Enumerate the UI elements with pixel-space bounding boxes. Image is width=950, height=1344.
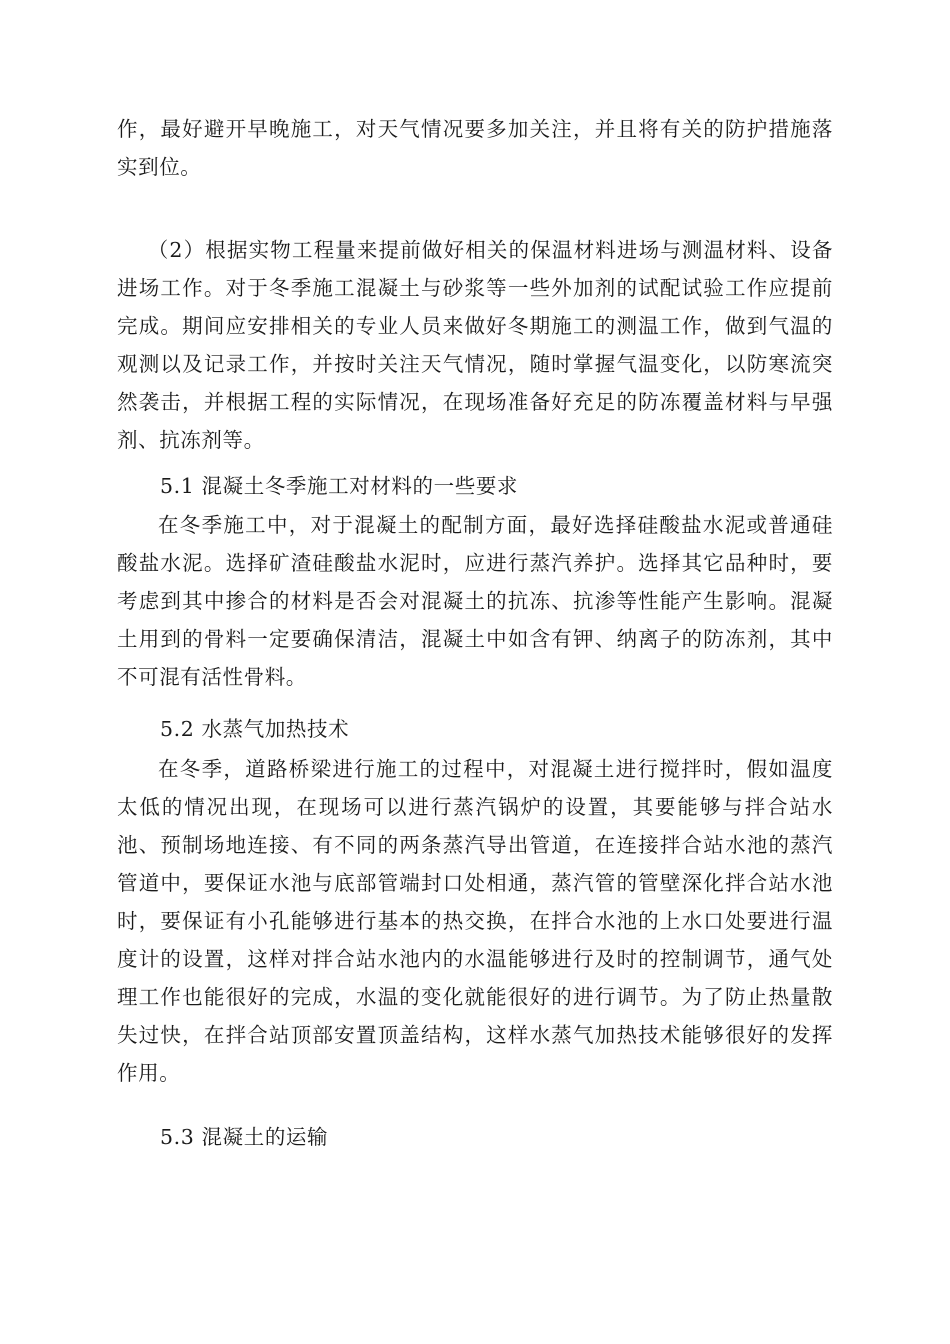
section-heading-5-2: 5.2 水蒸气加热技术 [160,717,350,741]
section-heading-5-3: 5.3 混凝土的运输 [160,1125,329,1149]
paragraph-continuation: 作，最好避开早晚施工，对天气情况要多加关注，并且将有关的防护措施落实到位。 [117,117,833,179]
paragraph-5-2: 在冬季，道路桥梁进行施工的过程中，对混凝土进行搅拌时，假如温度太低的情况出现，在现场可以进行蒸汽锅炉的设置，其要能够与拌合站水池、预制场地连接、有不同的两条蒸汽导出管道，在连接拌合站水池的蒸汽管道中，要保证水池与底部管端封口处相通，蒸汽管的管壁深化拌合站水池时，要保证有小孔能够进行基本的热交换，在拌合水池的上水口处要进行温度计的设置，这样对拌合站水池内的水温能够进行及时的控制调节，通气处理工作也能很好的完成，水温的变化就能很好的进行调节。为了防止热量散失过快，在拌合站顶部安置顶盖结构，这样水蒸气加热技术能够很好的发挥作用。 [117,757,833,1085]
section-heading-5-1: 5.1 混凝土冬季施工对材料的一些要求 [160,474,519,498]
paragraph-5-1: 在冬季施工中，对于混凝土的配制方面，最好选择硅酸盐水泥或普通硅酸盐水泥。选择矿渣硅酸盐水泥时，应进行蒸汽养护。选择其它品种时，要考虑到其中掺合的材料是否会对混凝土的抗冻、抗渗等性能产生影响。混凝土用到的骨料一定要确保清洁，混凝土中如含有钾、纳离子的防冻剂，其中不可混有活性骨料。 [117,513,833,689]
paragraph-item-2: （2）根据实物工程量来提前做好相关的保温材料进场与测温材料、设备进场工作。对于冬季施工混凝土与砂浆等一些外加剂的试配试验工作应提前完成。期间应安排相关的专业人员来做好冬期施工的测温工作，做到气温的观测以及记录工作，并按时关注天气情况，随时掌握气温变化，以防寒流突然袭击，并根据工程的实际情况，在现场准备好充足的防冻覆盖材料与早强剂、抗冻剂等。 [117,238,833,452]
